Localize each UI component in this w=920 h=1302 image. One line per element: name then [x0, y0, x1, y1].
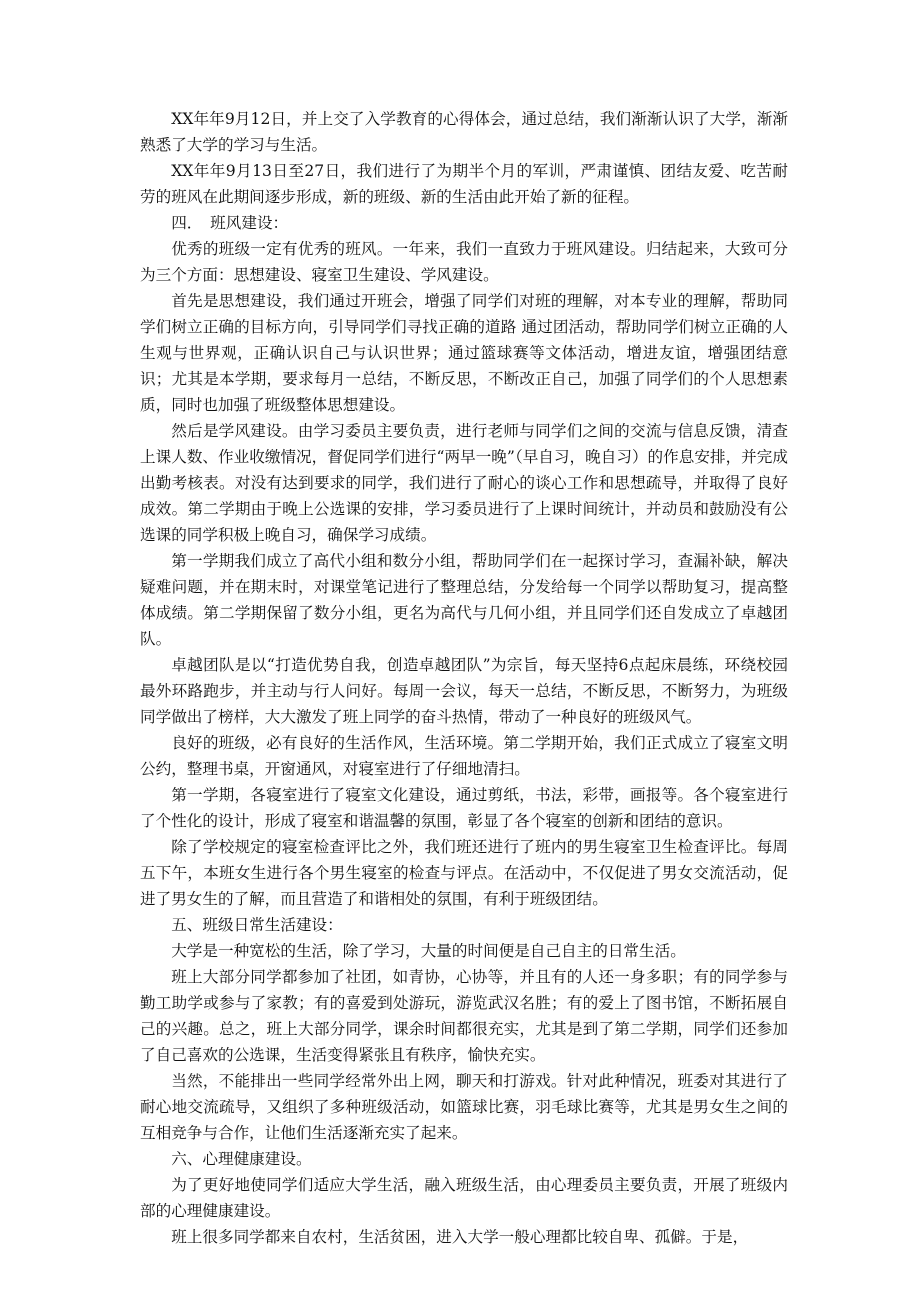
section-heading: 五、班级日常生活建设： — [171, 916, 343, 934]
paragraph: 优秀的班级一定有优秀的班风。一年来，我们一直致力于班风建设。归结起来，大致可分为三个方面：思想建设、寝室卫生建设、学风建设。 — [140, 240, 788, 284]
section-heading: 四． 班风建设： — [171, 214, 289, 232]
paragraph: 良好的班级，必有良好的生活作风，生活环境。第二学期开始，我们正式成立了寝室文明公约，整理书桌，开窗通风，对寝室进行了仔细地清扫。 — [140, 734, 788, 778]
paragraph: 第一学期，各寝室进行了寝室文化建设，通过剪纸，书法，彩带，画报等。各个寝室进行了个性化的设计，形成了寝室和谐温馨的氛围，彰显了各个寝室的创新和团结的意识。 — [140, 786, 788, 830]
paragraph: 卓越团队是以“打造优势自我，创造卓越团队”为宗旨，每天坚持6点起床晨练，环绕校园最外环路跑步，并主动与行人问好。每周一会议，每天一总结，不断反思，不断努力，为班级同学做出了榜样，大大激发了班上同学的奋斗热情，带动了一种良好的班级风气。 — [140, 656, 788, 726]
paragraph: 除了学校规定的寝室检查评比之外，我们班还进行了班内的男生寝室卫生检查评比。每周五下午，本班女生进行各个男生寝室的检查与评点。在活动中，不仅促进了男女交流活动，促进了男女生的了解，而且营造了和谐相处的氛围，有利于班级团结。 — [140, 838, 788, 908]
paragraph: XX年年9月12日，并上交了入学教育的心得体会，通过总结，我们渐渐认识了大学，渐渐熟悉了大学的学习与生活。 — [140, 110, 788, 154]
section-heading: 六、心理健康建设。 — [171, 1150, 312, 1168]
paragraph: 当然，不能排出一些同学经常外出上网，聊天和打游戏。针对此种情况，班委对其进行了耐心地交流疏导，又组织了多种班级活动，如篮球比赛，羽毛球比赛等，尤其是男女生之间的互相竞争与合作，让他们生活逐渐充实了起来。 — [140, 1072, 788, 1142]
document-body — [140, 106, 788, 1250]
paragraph: 然后是学风建设。由学习委员主要负责，进行老师与同学们之间的交流与信息反馈，清查上课人数、作业收缴情况，督促同学们进行“两早一晚”（早自习，晚自习）的作息安排，并完成出勤考核表。对没有达到要求的同学，我们进行了耐心的谈心工作和思想疏导，并取得了良好成效。第二学期由于晚上公选课的安排，学习委员进行了上课时间统计，并动员和鼓励没有公选课的同学积极上晚自习，确保学习成绩。 — [140, 422, 788, 544]
paragraph: 班上很多同学都来自农村，生活贫困，进入大学一般心理都比较自卑、孤僻。于是， — [171, 1228, 749, 1246]
paragraph: 班上大部分同学都参加了社团，如青协，心协等，并且有的人还一身多职；有的同学参与勤工助学或参与了家教；有的喜爱到处游玩，游览武汉名胜；有的爱上了图书馆，不断拓展自己的兴趣。总之，班上大部分同学，课余时间都很充实，尤其是到了第二学期，同学们还参加了自己喜欢的公选课，生活变得紧张且有秩序，愉快充实。 — [140, 968, 788, 1064]
paragraph: XX年年9月13日至27日，我们进行了为期半个月的军训，严肃谨慎、团结友爱、吃苦耐劳的班风在此期间逐步形成，新的班级、新的生活由此开始了新的征程。 — [140, 162, 788, 206]
paragraph: 首先是思想建设，我们通过开班会，增强了同学们对班的理解，对本专业的理解，帮助同学们树立正确的目标方向，引导同学们寻找正确的道路 通过团活动，帮助同学们树立正确的人生观与世界观，正确认识自己与认识世界；通过篮球赛等文体活动，增进友谊，增强团结意识；尤其是本学期，要求每月一总结，不断反思，不断改正自己，加强了同学们的个人思想素质，同时也加强了班级整体思想建设。 — [140, 292, 788, 414]
paragraph: 大学是一种宽松的生活，除了学习，大量的时间便是自己自主的日常生活。 — [171, 942, 686, 960]
paragraph: 为了更好地使同学们适应大学生活，融入班级生活，由心理委员主要负责，开展了班级内部的心理健康建设。 — [140, 1176, 788, 1220]
paragraph: 第一学期我们成立了高代小组和数分小组，帮助同学们在一起探讨学习，查漏补缺，解决疑难问题，并在期末时，对课堂笔记进行了整理总结，分发给每一个同学以帮助复习，提高整体成绩。第二学期保留了数分小组，更名为高代与几何小组，并且同学们还自发成立了卓越团队。 — [140, 552, 788, 648]
